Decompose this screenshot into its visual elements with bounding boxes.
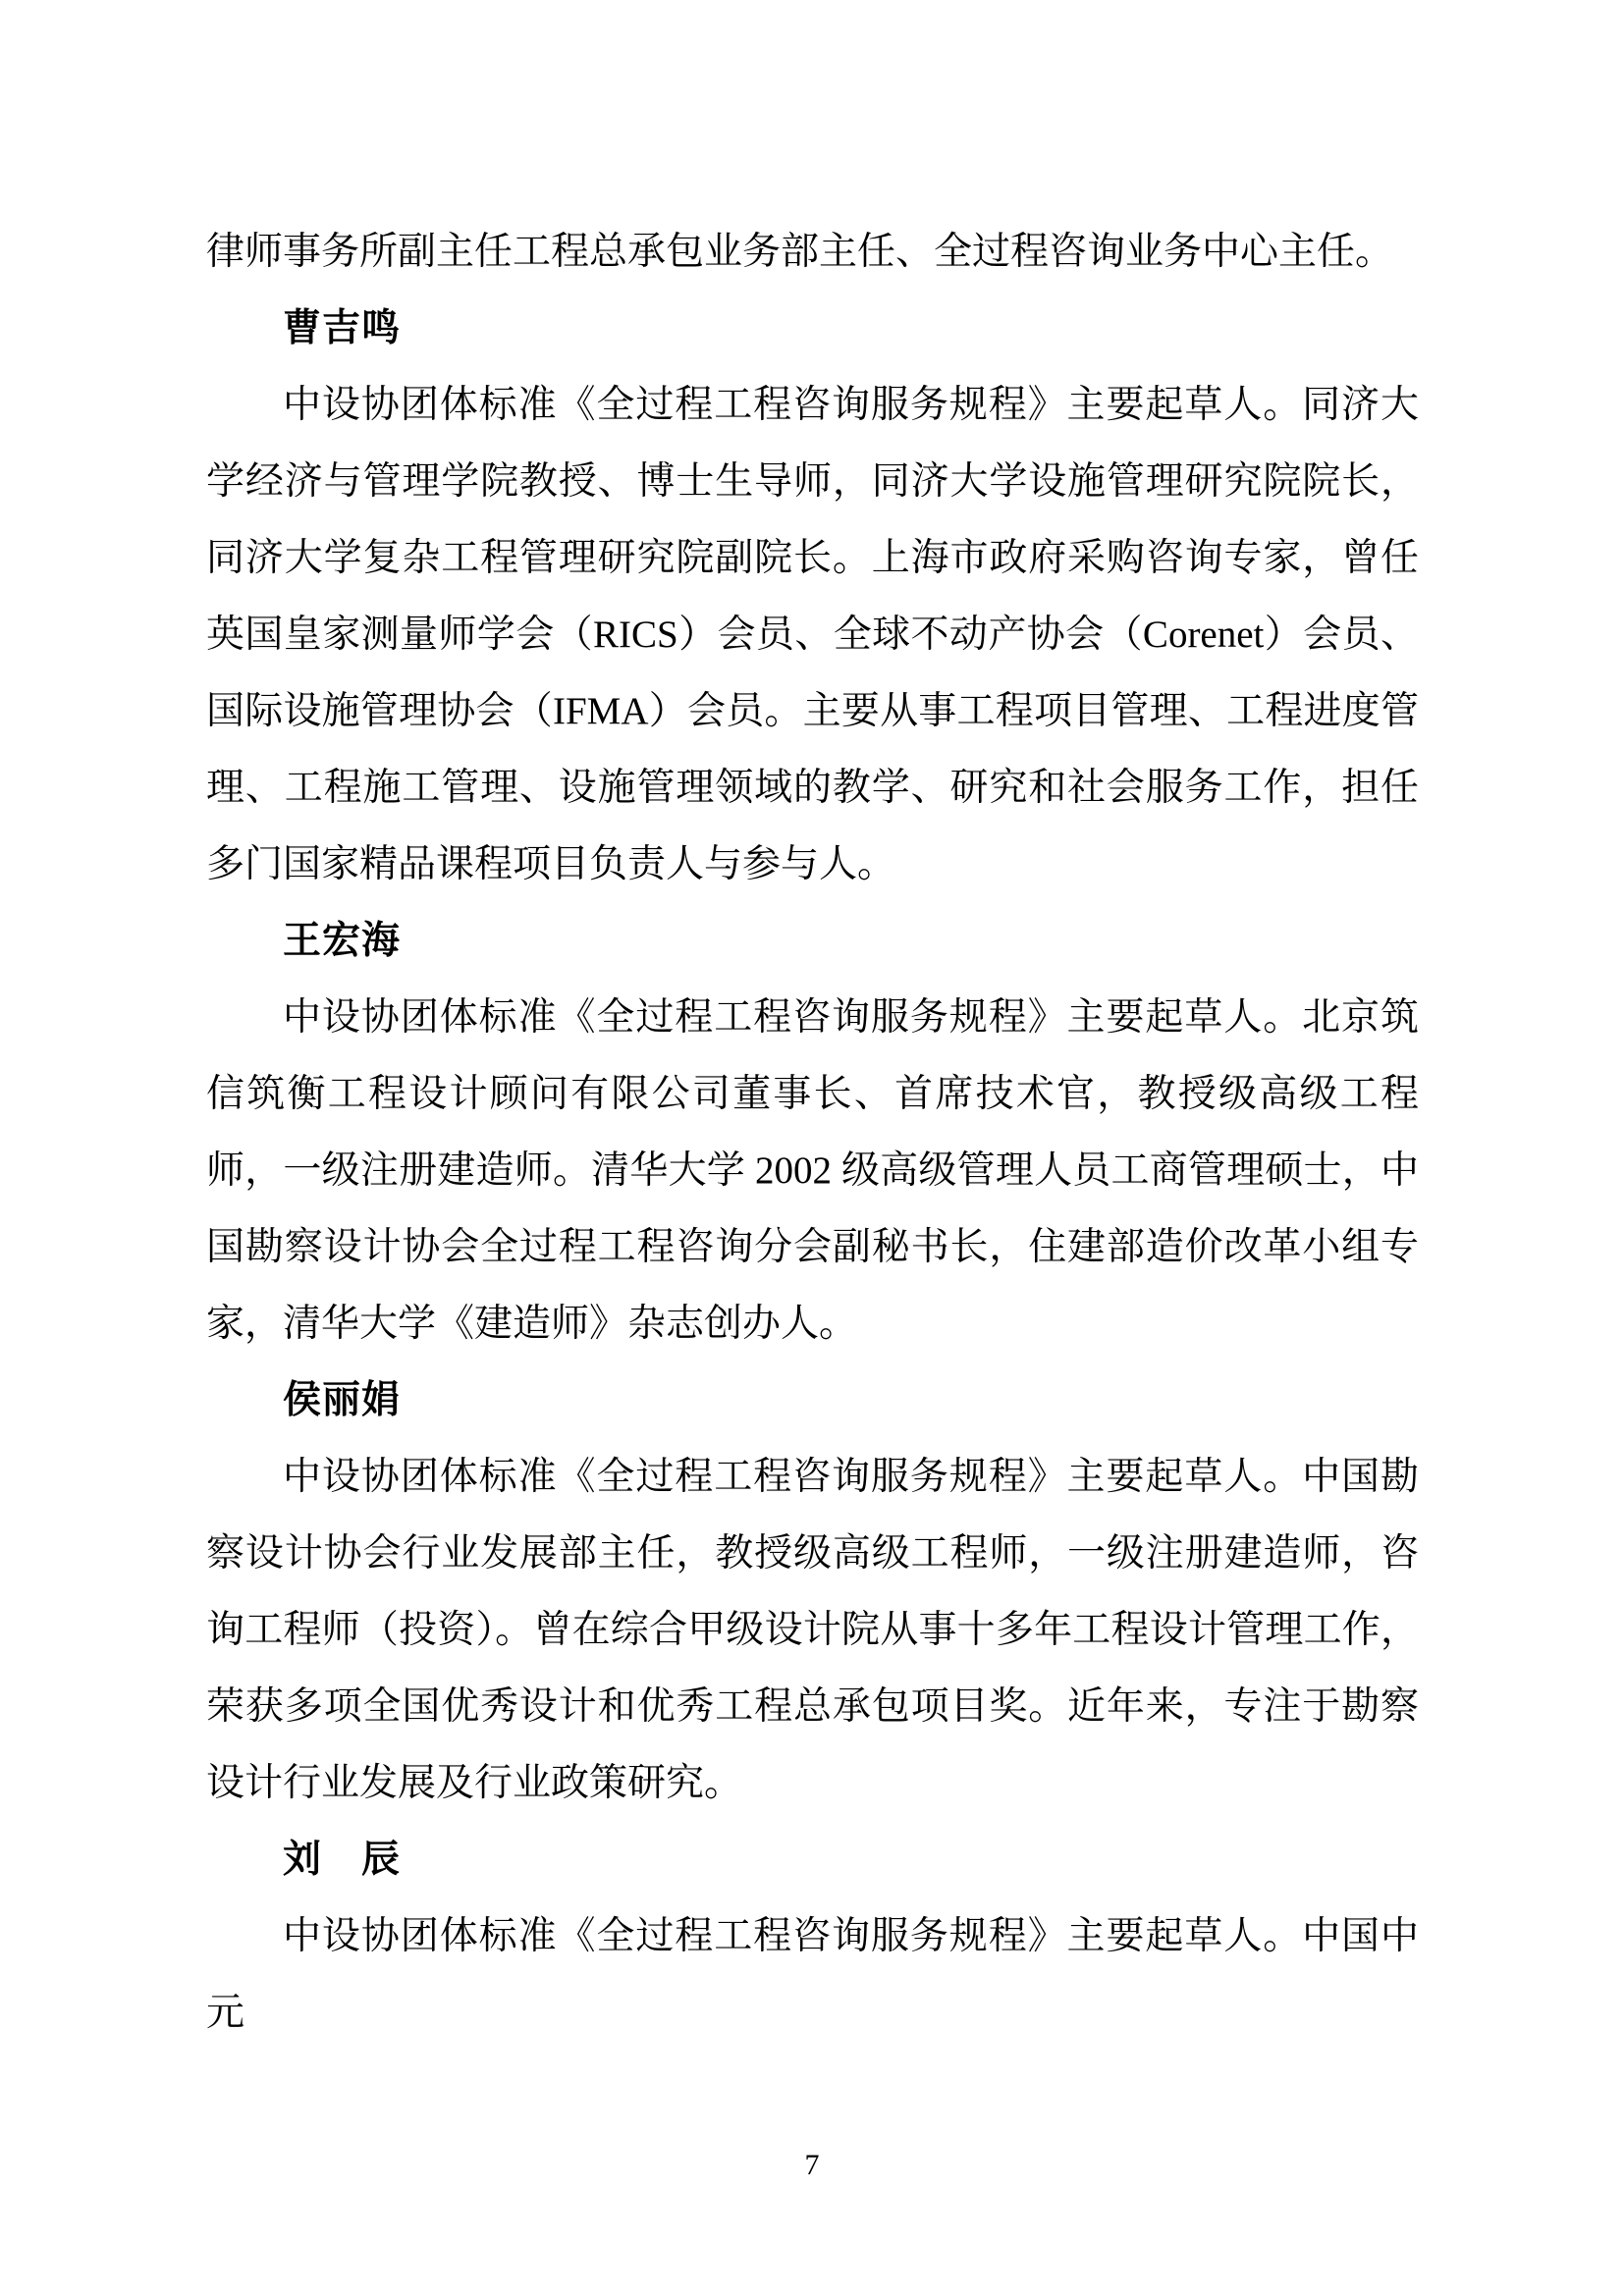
paragraph-continuation: 律师事务所副主任工程总承包业务部主任、全过程咨询业务中心主任。 (206, 231, 1394, 273)
page-body (206, 214, 1419, 2052)
page-number: 7 (804, 2149, 820, 2181)
person-name-wang-honghai: 王宏海 (283, 920, 402, 962)
person-bio-cao-jiming: 中设协团体标准《全过程工程咨询服务规程》主要起草人。同济大学经济与管理学院教授、博士生导师，同济大学设施管理研究院院长，同济大学复杂工程管理研究院副院长。上海市政府采购咨询专家，曾任英国皇家测量师学会（RICS）会员、全球不动产协会（Corenet）会员、国际设施管理协会（IFMA）会员。主要从事工程项目管理、工程进度管理、工程施工管理、设施管理领域的教学、研究和社会服务工作，担任多门国家精品课程项目负责人与参与人。 (206, 384, 1419, 885)
person-name-hou-lijuan: 侯丽娟 (283, 1379, 402, 1421)
person-name-liu-chen: 刘 辰 (283, 1839, 402, 1881)
person-name-cao-jiming: 曹吉鸣 (283, 307, 402, 349)
person-bio-hou-lijuan: 中设协团体标准《全过程工程咨询服务规程》主要起草人。中国勘察设计协会行业发展部主任，教授级高级工程师，一级注册建造师，咨询工程师（投资）。曾在综合甲级设计院从事十多年工程设计管理工作，荣获多项全国优秀设计和优秀工程总承包项目奖。近年来，专注于勘察设计行业发展及行业政策研究。 (206, 1456, 1419, 1804)
person-bio-liu-chen: 中设协团体标准《全过程工程咨询服务规程》主要起草人。中国中元 (206, 1915, 1419, 2034)
person-bio-wang-honghai: 中设协团体标准《全过程工程咨询服务规程》主要起草人。北京筑信筑衡工程设计顾问有限公司董事长、首席技术官，教授级高级工程师，一级注册建造师。清华大学 2002 级高级管理人员工商管理硕士，中国勘察设计协会全过程工程咨询分会副秘书长，住建部造价改革小组专家，清华大学《建造师》杂志创办人。 (206, 996, 1419, 1345)
